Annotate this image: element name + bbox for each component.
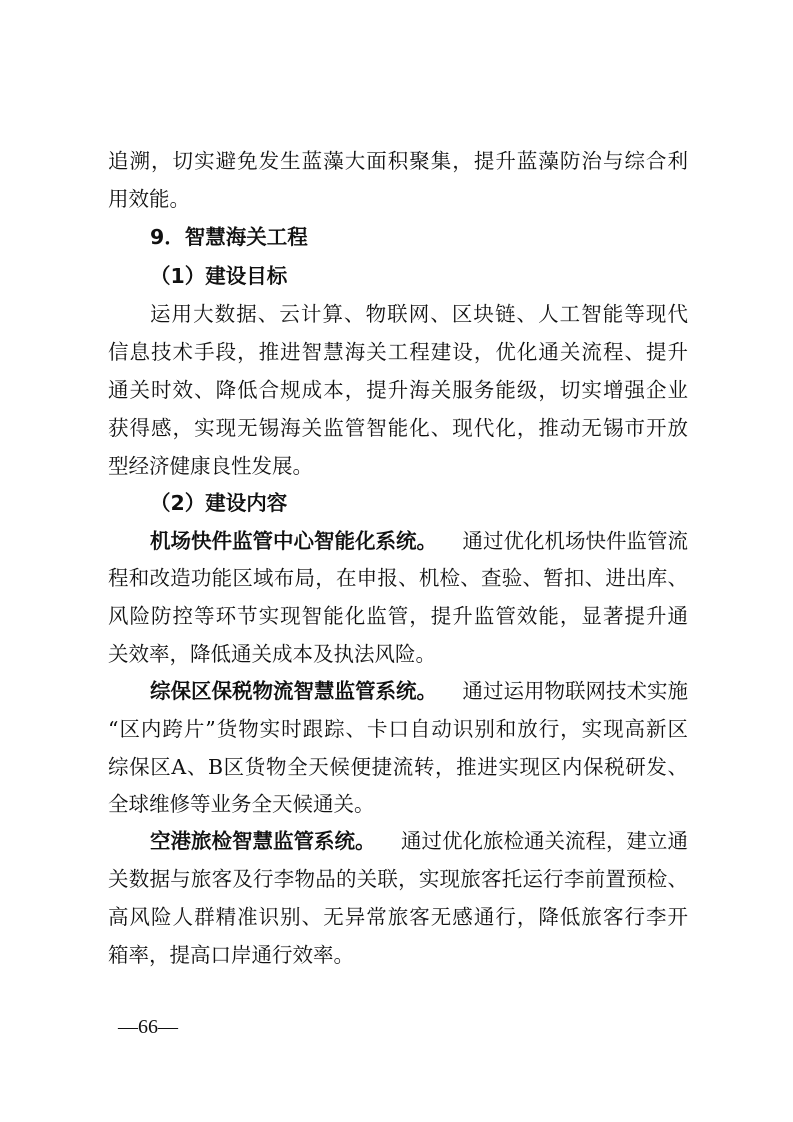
body-text-line: 运用大数据、云计算、物联网、区块链、人工智能等现代 [150,302,688,326]
body-text-line: 通关时效、降低合规成本，提升海关服务能级，切实增强企业 [108,378,688,402]
body-text-line: 程和改造功能区域布局，在申报、机检、查验、暂扣、进出库、 [108,566,688,590]
body-text-line: 全球维修等业务全天候通关。 [108,792,375,816]
body-text-fragment: 通过优化机场快件监管流 [462,529,688,553]
body-text-line: 获得感，实现无锡海关监管智能化、现代化，推动无锡市开放 [108,416,688,440]
body-text-line: “区内跨片”货物实时跟踪、卡口自动识别和放行，实现高新区 [108,717,688,741]
body-text-line: 型经济健康良性发展。 [108,454,313,478]
lead-term-airport: 机场快件监管中心智能化系统。 [150,529,437,553]
section-heading: 9．智慧海关工程 [150,225,308,249]
body-text-fragment: 通过运用物联网技术实施 [462,679,688,703]
lead-term-bonded: 综保区保税物流智慧监管系统。 [150,679,437,703]
subsection-heading: （2）建设内容 [150,491,288,515]
body-text-line: 用效能。 [108,187,190,211]
body-text-line: 箱率，提高口岸通行效率。 [108,943,354,967]
paragraph-first-line [150,523,688,559]
body-text-fragment: 通过优化旅检通关流程，建立通 [401,829,688,853]
paragraph-first-line [150,823,688,859]
body-text-line: 信息技术手段，推进智慧海关工程建设，优化通关流程、提升 [108,340,688,364]
body-text-line: 风险防控等环节实现智能化监管，提升监管效能，显著提升通 [108,604,688,628]
subsection-heading: （1）建设目标 [150,264,288,288]
body-text-line: 关效率，降低通关成本及执法风险。 [108,642,436,666]
lead-term-passenger: 空港旅检智慧监管系统。 [150,829,376,853]
body-text-line: 追溯，切实避免发生蓝藻大面积聚集，提升蓝藻防治与综合利 [108,149,688,173]
body-text-line: 高风险人群精准识别、无异常旅客无感通行，降低旅客行李开 [108,905,688,929]
paragraph-first-line [150,673,688,709]
body-text-line: 关数据与旅客及行李物品的关联，实现旅客托运行李前置预检、 [108,867,688,891]
page-number: —66— [118,1016,178,1038]
body-text-line: 综保区A、B区货物全天候便捷流转，推进实现区内保税研发、 [108,755,688,779]
